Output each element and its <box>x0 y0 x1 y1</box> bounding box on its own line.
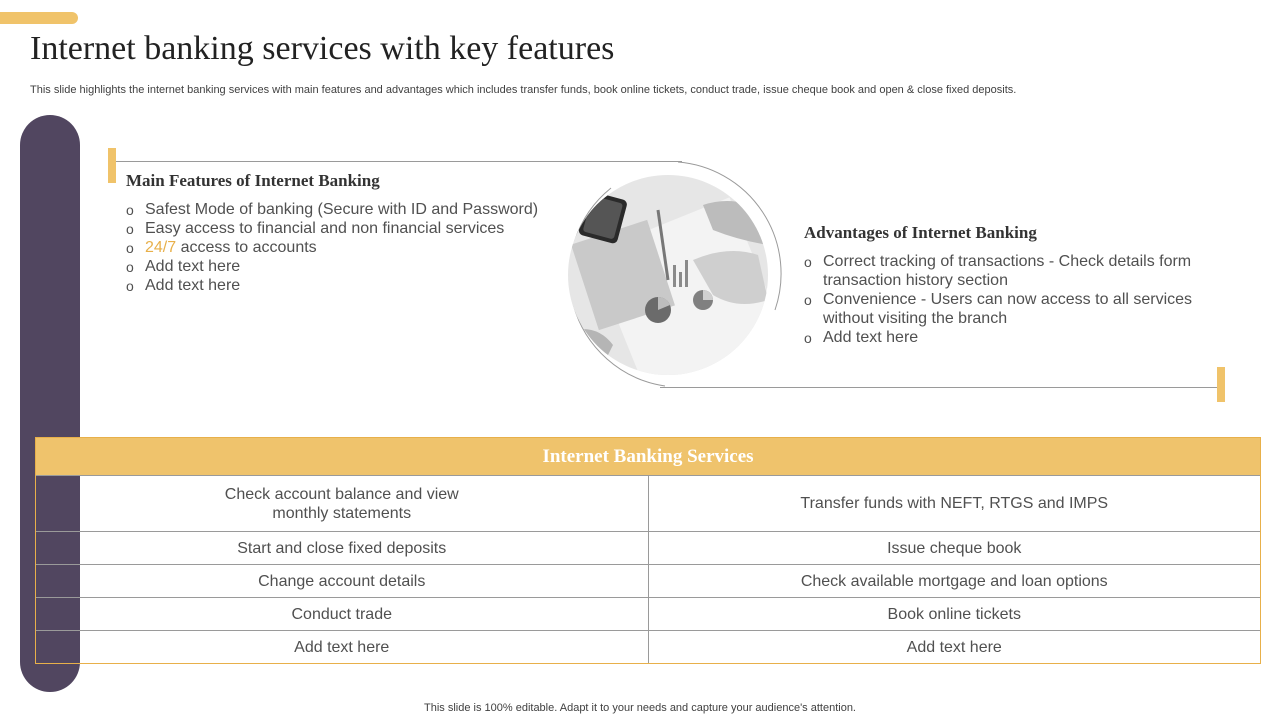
highlight-text: 24/7 <box>145 239 177 256</box>
services-table <box>35 437 1261 664</box>
advantages-list <box>804 252 1214 347</box>
advantages-heading: Advantages of Internet Banking <box>804 223 1037 242</box>
list-item: o Convenience - Users can now access to all services without visiting the branch <box>804 290 1214 328</box>
slide-subtitle: This slide highlights the internet banking services with main features and advantages which includes transfer funds, book online tickets, conduct trade, issue cheque book and open & close fixed deposits. <box>30 84 1017 96</box>
list-item-text: access to accounts <box>176 239 317 256</box>
main-features-section <box>126 171 556 295</box>
slide-footer: This slide is 100% editable. Adapt it to your needs and capture your audience's attention. <box>424 702 856 714</box>
list-item: o Add text here <box>126 257 556 276</box>
table-row <box>36 630 1260 663</box>
banking-photo <box>553 160 783 390</box>
list-item: o Safest Mode of banking (Secure with ID and Password) <box>126 200 556 219</box>
features-accent-marker <box>108 148 116 183</box>
main-features-list <box>126 200 556 295</box>
table-cell: Add text here <box>648 631 1261 663</box>
slide-title: Internet banking services with key features <box>30 30 615 67</box>
list-item: o Add text here <box>126 276 556 295</box>
table-cell: Change account details <box>258 572 426 590</box>
table-row <box>36 475 1260 531</box>
table-row <box>36 564 1260 597</box>
table-cell: Transfer funds with NEFT, RTGS and IMPS <box>648 476 1261 531</box>
table-cell: Check available mortgage and loan options <box>648 565 1261 597</box>
list-item: o Easy access to financial and non financial services <box>126 219 556 238</box>
table-cell: Book online tickets <box>648 598 1261 630</box>
advantages-section <box>804 223 1214 347</box>
advantages-accent-marker <box>1217 367 1225 402</box>
services-table-header: Internet Banking Services <box>36 438 1260 475</box>
table-row <box>36 597 1260 630</box>
table-row <box>36 531 1260 564</box>
table-cell: Add text here <box>294 638 390 656</box>
table-cell: Start and close fixed deposits <box>237 539 447 557</box>
top-accent-bar <box>0 12 78 24</box>
list-item: o Add text here <box>804 328 1214 347</box>
table-cell: Conduct trade <box>291 605 392 623</box>
main-features-heading: Main Features of Internet Banking <box>126 171 380 190</box>
table-cell: Issue cheque book <box>648 532 1261 564</box>
list-item <box>126 238 556 257</box>
table-cell-text: Check account balance and view monthly statements <box>224 485 459 522</box>
list-item: o Correct tracking of transactions - Check details form transaction history section <box>804 252 1214 290</box>
banking-photo-illustration <box>553 160 783 390</box>
table-cell <box>36 476 648 531</box>
